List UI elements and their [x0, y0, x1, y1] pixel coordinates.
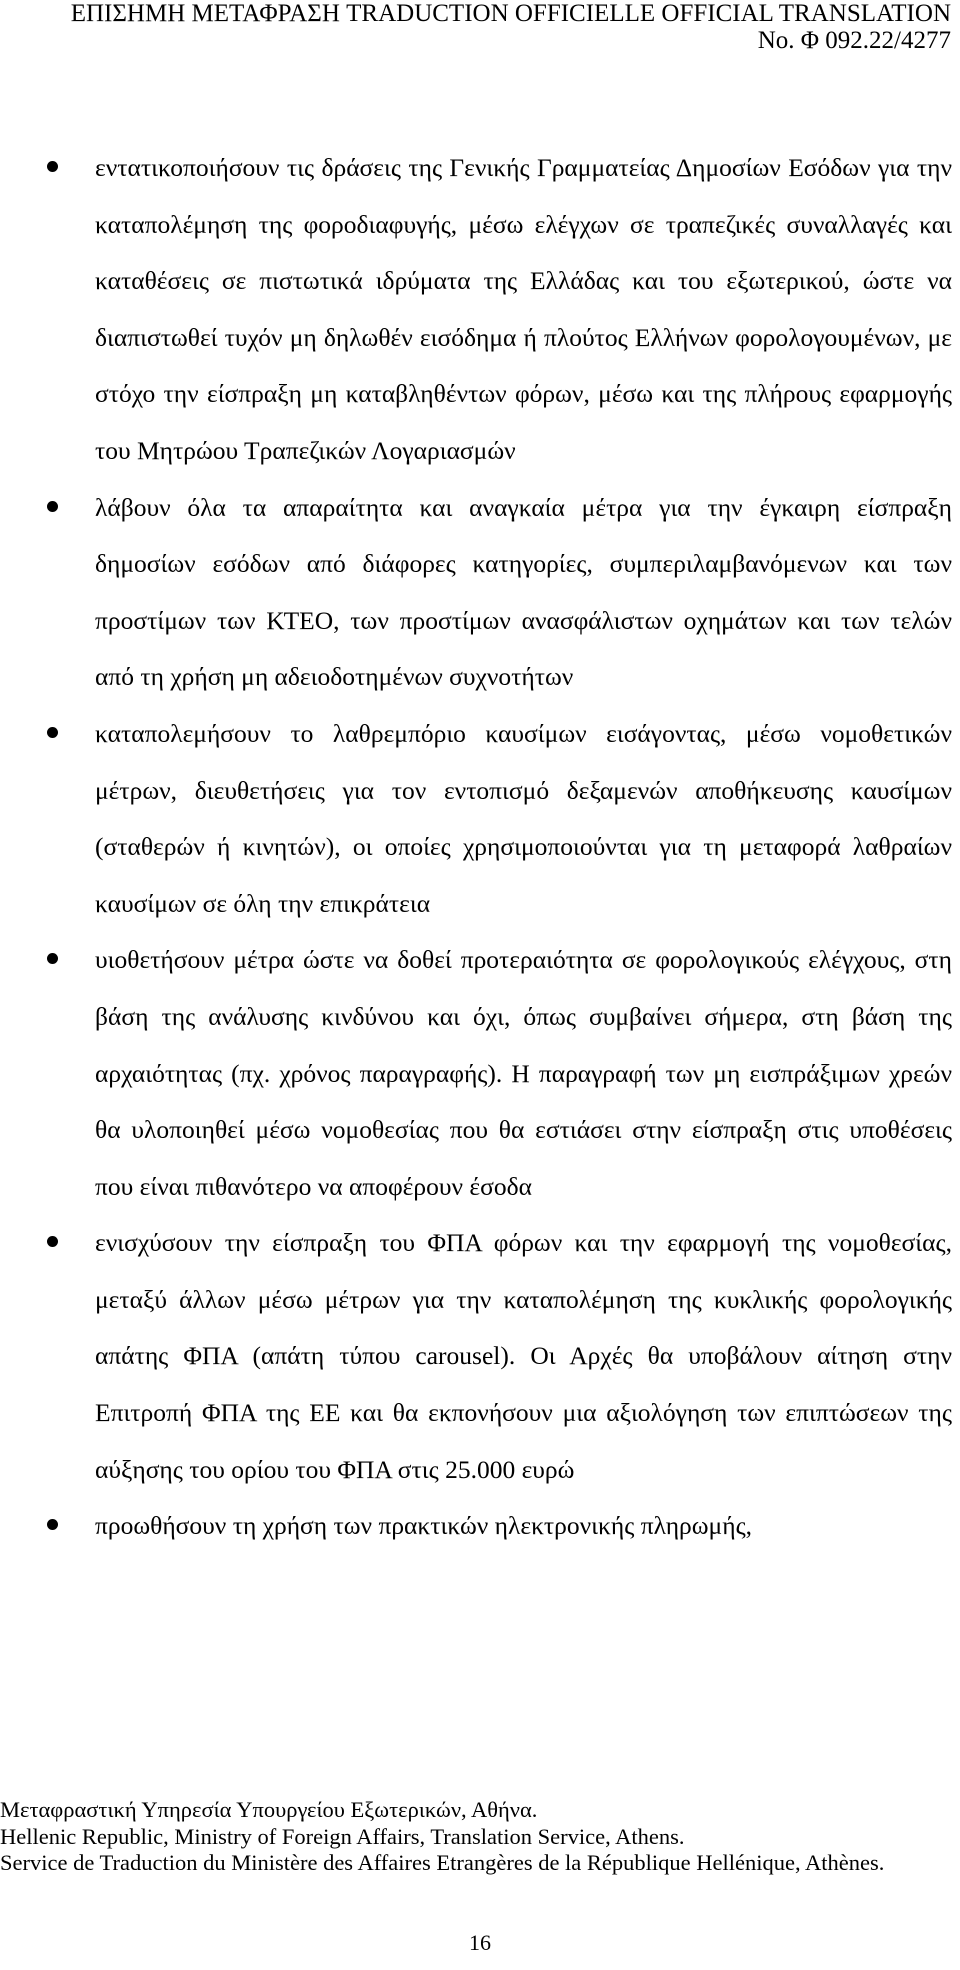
bullet-list	[0, 140, 960, 1555]
footer-line-greek: Μεταφραστική Υπηρεσία Υπουργείου Εξωτερικών, Αθήνα.	[0, 1797, 538, 1822]
list-item	[0, 140, 952, 480]
list-item-text: υιοθετήσουν μέτρα ώστε να δοθεί προτεραιότητα σε φορολογικούς ελέγχους, στη βάση της ανάλυσης κινδύνου και όχι, όπως συμβαίνει σήμερα, στη βάση της αρχαιότητας (πχ. χρόνος παραγραφής). Η παραγραφή των μη εισπράξιμων χρεών θα υλοποιηθεί μέσω νομοθεσίας που θα εστιάσει στην είσπραξη στις υποθέσεις που είναι πιθανότερο να αποφέρουν έσοδα	[95, 945, 952, 1201]
bullet-dot-icon	[47, 1236, 58, 1247]
header-title: ΕΠΙΣΗΜΗ ΜΕΤΑΦΡΑΣΗ TRADUCTION OFFICIELLE OFFICIAL TRANSLATION	[70, 0, 951, 27]
bullet-dot-icon	[47, 953, 58, 964]
bullet-dot-icon	[47, 161, 58, 172]
list-item	[0, 480, 952, 706]
list-item-text: εντατικοποιήσουν τις δράσεις της Γενικής Γραμματείας Δημοσίων Εσόδων για την καταπολέμηση της φοροδιαφυγής, μέσω ελέγχων σε τραπεζικές συναλλαγές και καταθέσεις σε πιστωτικά ιδρύματα της Ελλάδας και του εξωτερικού, ώστε να διαπιστωθεί τυχόν μη δηλωθέν εισόδημα ή πλούτος Ελλήνων φορολογουμένων, με στόχο την είσπραξη μη καταβληθέντων φόρων, μέσω και της πλήρους εφαρμογής του Μητρώου Τραπεζικών Λογαριασμών	[95, 153, 952, 465]
footer-line-english: Hellenic Republic, Ministry of Foreign Affairs, Translation Service, Athens.	[0, 1823, 685, 1849]
list-item	[0, 932, 952, 1215]
list-item	[0, 1215, 952, 1498]
bullet-dot-icon	[47, 501, 58, 512]
list-item	[0, 706, 952, 932]
page-number: 16	[469, 1930, 491, 1955]
list-item-text: λάβουν όλα τα απαραίτητα και αναγκαία μέτρα για την έγκαιρη είσπραξη δημοσίων εσόδων από διάφορες κατηγορίες, συμπεριλαμβανόμενων και των προστίμων των ΚΤΕΟ, των προστίμων ανασφάλιστων οχημάτων και των τελών από τη χρήση μη αδειοδοτημένων συχνοτήτων	[95, 492, 952, 692]
list-item	[0, 1498, 952, 1555]
footer-line-french: Service de Traduction du Ministère des Affaires Etrangères de la République Hellénique, Athènes.	[0, 1850, 885, 1875]
bullet-dot-icon	[47, 727, 58, 738]
translation-service-footer	[0, 1797, 940, 1877]
list-item-text: καταπολεμήσουν το λαθρεμπόριο καυσίμων εισάγοντας, μέσω νομοθετικών μέτρων, διευθετήσεις για τον εντοπισμό δεξαμενών αποθήκευσης καυσίμων (σταθερών ή κινητών), οι οποίες χρησιμοποιούνται για τη μεταφορά λαθραίων καυσίμων σε όλη την επικράτεια	[95, 718, 952, 918]
bullet-dot-icon	[47, 1519, 58, 1530]
list-item-text: προωθήσουν τη χρήση των πρακτικών ηλεκτρονικής πληρωμής,	[95, 1511, 753, 1541]
document-number: No. Φ 092.22/4277	[757, 27, 951, 54]
list-item-text: ενισχύσουν την είσπραξη του ΦΠΑ φόρων και την εφαρμογή της νομοθεσίας, μεταξύ άλλων μέσω μέτρων για την καταπολέμηση της κυκλικής φορολογικής απάτης ΦΠΑ (απάτη τύπου carousel). Οι Αρχές θα υποβάλουν αίτηση στην Επιτροπή ΦΠΑ της ΕΕ και θα εκπονήσουν μια αξιολόγηση των επιπτώσεων της αύξησης του ορίου του ΦΠΑ στις 25.000 ευρώ	[95, 1228, 952, 1484]
